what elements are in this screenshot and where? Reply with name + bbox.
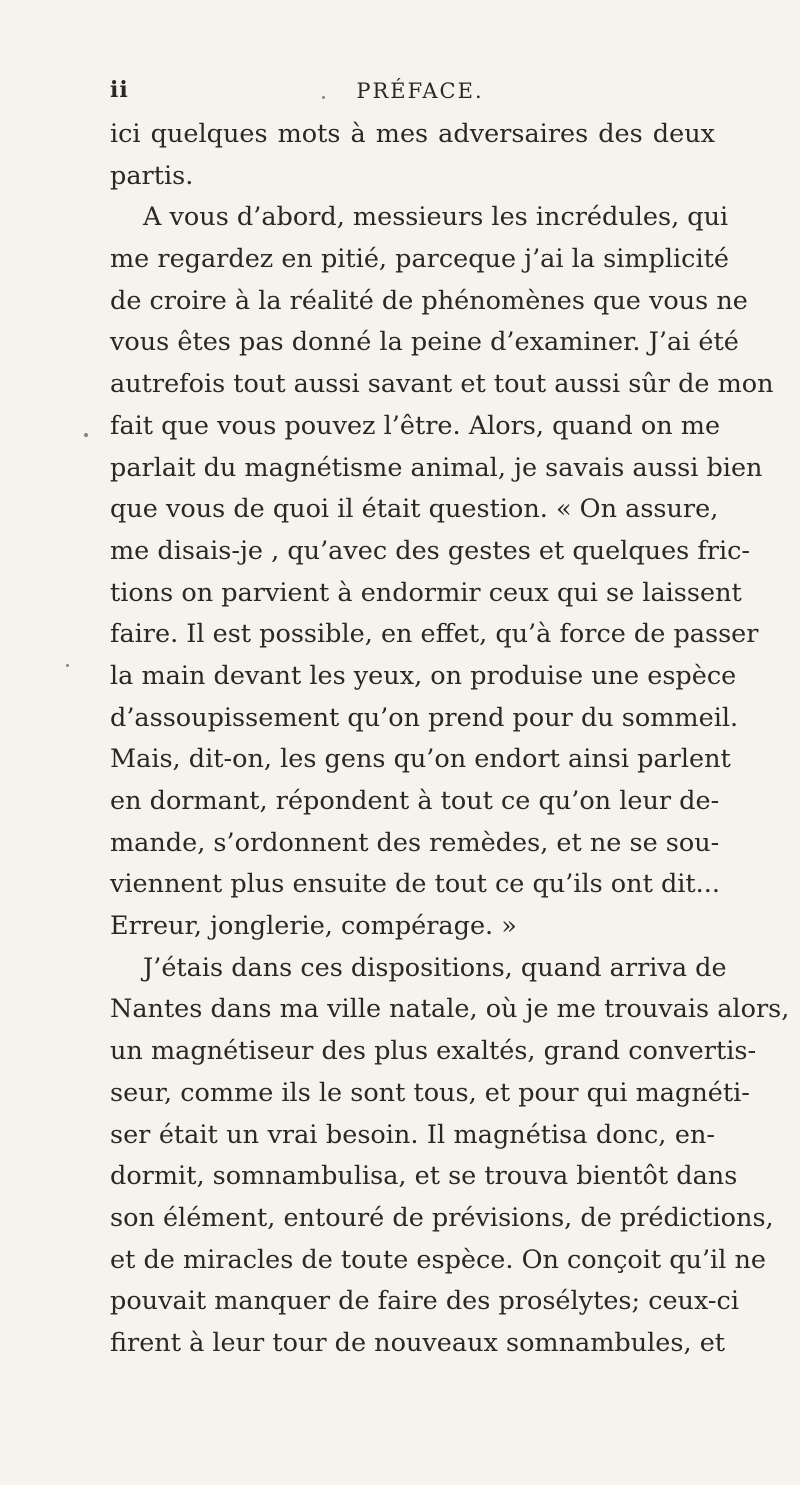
text-line: firent à leur tour de nouveaux somnambules, et	[110, 1327, 726, 1358]
text-line: Erreur, jonglerie, compérage. »	[110, 911, 517, 942]
text-line: fait que vous pouvez l’être. Alors, quand on me	[110, 410, 721, 441]
text-line: autrefois tout aussi savant et tout aussi sûr de mon	[110, 369, 774, 400]
page-header	[110, 73, 730, 107]
text-line: d’assoupissement qu’on prend pour du sommeil.	[110, 702, 739, 733]
text-line: et de miracles de toute espèce. On conçoit qu’il ne	[110, 1244, 766, 1275]
body-text	[110, 114, 790, 1365]
text-line: pouvait manquer de faire des prosélytes; ceux-ci	[110, 1286, 739, 1317]
text-line: Mais, dit-on, les gens qu’on endort ainsi parlent	[110, 744, 731, 775]
text-line: partis.	[110, 160, 194, 191]
text-line: en dormant, répondent à tout ce qu’on leur de-	[110, 786, 720, 816]
text-line: A vous d’abord, messieurs les incrédules, qui	[143, 202, 729, 233]
text-line: que vous de quoi il était question. « On assure,	[110, 494, 719, 525]
text-line: me regardez en pitié, parceque j’ai la simplicité	[110, 244, 729, 275]
text-line: dormit, somnambulisa, et se trouva bientôt dans	[110, 1161, 738, 1192]
text-line: son élément, entouré de prévisions, de prédictions,	[110, 1202, 774, 1233]
text-line: Nantes dans ma ville natale, où je me trouvais alors,	[110, 994, 790, 1025]
text-line: un magnétiseur des plus exaltés, grand convertis-	[110, 1036, 757, 1067]
text-line: viennent plus ensuite de tout ce qu’ils ont dit...	[110, 869, 720, 900]
text-line: me disais-je , qu’avec des gestes et quelques fric-	[110, 535, 751, 566]
text-line: tions on parvient à endormir ceux qui se laissent	[110, 577, 742, 608]
text-line: la main devant les yeux, on produise une espèce	[110, 660, 737, 691]
paper-speck	[66, 664, 69, 667]
text-line: de croire à la réalité de phénomènes que vous ne	[110, 285, 748, 316]
text-line: parlait du magnétisme animal, je savais aussi bien	[110, 452, 763, 483]
paper-speck	[84, 433, 88, 437]
text-line: J’étais dans ces dispositions, quand arriva de	[143, 952, 727, 983]
text-line: vous êtes pas donné la peine d’examiner. J’ai été	[110, 327, 739, 358]
text-line: seur, comme ils le sont tous, et pour qui magnéti-	[110, 1077, 750, 1108]
text-line: ici quelques mots à mes adversaires des deux	[110, 119, 715, 149]
running-head: PRÉFACE.	[356, 79, 484, 103]
text-line: mande, s’ordonnent des remèdes, et ne se sou-	[110, 827, 720, 858]
page-number: ii	[110, 77, 129, 103]
text-line: faire. Il est possible, en effet, qu’à force de passer	[110, 619, 759, 650]
text-line: ser était un vrai besoin. Il magnétisa donc, en-	[110, 1119, 715, 1150]
